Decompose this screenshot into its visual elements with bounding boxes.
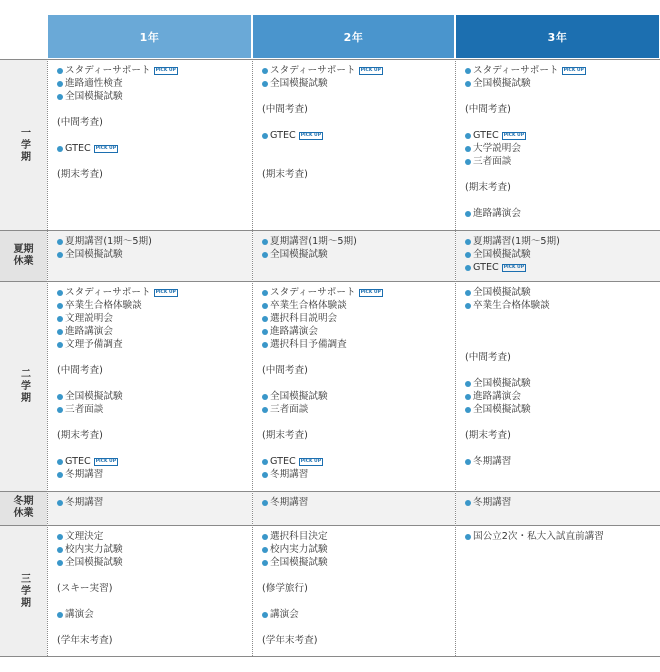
bullet-dot-icon	[262, 394, 268, 400]
schedule-item	[57, 325, 252, 338]
row-divider	[0, 230, 660, 231]
bullet-dot-icon	[262, 316, 268, 322]
pick-up-badge-icon: PICK UP	[360, 67, 381, 73]
row-divider	[0, 59, 660, 60]
term-label-text: 夏期 休業	[13, 243, 34, 267]
schedule-item	[465, 142, 660, 155]
spacer-line	[262, 377, 455, 390]
schedule-item-text: 夏期講習(1期～5期)	[270, 236, 357, 247]
pick-up-badge-icon: PICK UP	[503, 132, 524, 138]
schedule-item-text: 冬期講習	[473, 456, 512, 467]
spacer-line	[465, 338, 660, 351]
spacer-line	[262, 621, 455, 634]
pick-up-badge-icon: PICK UP	[155, 289, 176, 295]
schedule-item	[57, 582, 252, 595]
schedule-item-text: 全国模擬試験	[65, 557, 123, 568]
cell-term-2-year-3	[456, 281, 660, 491]
schedule-item-text: 冬期講習	[270, 497, 309, 508]
bullet-dot-icon	[57, 68, 63, 74]
row-divider	[0, 281, 660, 282]
bullet-dot-icon	[262, 68, 268, 74]
bullet-dot-icon	[57, 472, 63, 478]
spacer-line	[262, 595, 455, 608]
schedule-item	[57, 429, 252, 442]
bullet-dot-icon	[465, 68, 471, 74]
schedule-item-text: 文理説明会	[65, 313, 113, 324]
schedule-item-text: (学年末考査)	[262, 635, 318, 646]
schedule-item	[262, 403, 455, 416]
bullet-dot-icon	[465, 265, 471, 271]
bullet-dot-icon	[465, 211, 471, 217]
schedule-item	[465, 390, 660, 403]
schedule-item-text: 全国模擬試験	[270, 391, 328, 402]
cell-winter-break-year-3	[456, 491, 660, 525]
term-label-term-1	[0, 59, 47, 230]
schedule-item-text: 進路講演会	[473, 391, 521, 402]
schedule-item	[262, 556, 455, 569]
schedule-item-text: 卒業生合格体験談	[65, 300, 142, 311]
schedule-item-text: 全国模擬試験	[473, 378, 531, 389]
schedule-item-text: 全国模擬試験	[473, 287, 531, 298]
bullet-dot-icon	[262, 500, 268, 506]
schedule-item-text: 国公立2次・私大入試直前講習	[473, 531, 604, 542]
spacer-line	[262, 90, 455, 103]
bullet-dot-icon	[465, 500, 471, 506]
schedule-item	[262, 608, 455, 621]
schedule-item-text: 全国模擬試験	[270, 78, 328, 89]
schedule-item-text: 三者面談	[65, 404, 104, 415]
schedule-item-text: GTEC	[270, 130, 296, 141]
schedule-item	[465, 77, 660, 90]
schedule-item	[465, 129, 660, 142]
spacer-line	[57, 416, 252, 429]
schedule-item-text: 校内実力試験	[270, 544, 328, 555]
header-year-2	[253, 15, 454, 58]
bullet-dot-icon	[57, 394, 63, 400]
label-column-divider	[47, 59, 48, 656]
spacer-line	[465, 116, 660, 129]
schedule-item-text: 三者面談	[270, 404, 309, 415]
schedule-item-text: (中間考査)	[465, 352, 511, 363]
cell-term-1-year-2	[253, 59, 455, 230]
cell-term-1-year-3	[456, 59, 660, 230]
schedule-item-text: (中間考査)	[57, 365, 103, 376]
schedule-item-text: 大学説明会	[473, 143, 521, 154]
schedule-item	[262, 455, 455, 468]
schedule-item-text: 全国模擬試験	[270, 557, 328, 568]
schedule-item	[465, 103, 660, 116]
schedule-item	[57, 338, 252, 351]
schedule-item-text: 進路適性検査	[65, 78, 123, 89]
schedule-item-text: (中間考査)	[57, 117, 103, 128]
pick-up-badge-icon: PICK UP	[300, 458, 321, 464]
cell-term-1-year-1	[48, 59, 252, 230]
schedule-item-text: (スキー実習)	[57, 583, 113, 594]
pick-up-badge-icon: PICK UP	[503, 264, 524, 270]
bullet-dot-icon	[262, 81, 268, 87]
spacer-line	[262, 116, 455, 129]
bullet-dot-icon	[57, 290, 63, 296]
schedule-item	[57, 390, 252, 403]
term-label-summer-break	[0, 230, 47, 281]
bullet-dot-icon	[57, 407, 63, 413]
schedule-item	[262, 248, 455, 261]
cell-summer-break-year-1	[48, 230, 252, 281]
schedule-item	[262, 286, 455, 299]
bullet-dot-icon	[262, 547, 268, 553]
schedule-item-text: (学年末考査)	[57, 635, 113, 646]
spacer-line	[465, 90, 660, 103]
schedule-item-text: GTEC	[270, 456, 296, 467]
schedule-item-text: (中間考査)	[465, 104, 511, 115]
schedule-item-text: 講演会	[270, 609, 299, 620]
bullet-dot-icon	[465, 303, 471, 309]
bullet-dot-icon	[262, 472, 268, 478]
schedule-item	[465, 496, 660, 509]
schedule-item-text: スタディーサポート	[270, 287, 356, 298]
schedule-item	[262, 64, 455, 77]
schedule-item	[465, 286, 660, 299]
spacer-line	[262, 416, 455, 429]
bullet-dot-icon	[465, 459, 471, 465]
schedule-item-text: 夏期講習(1期～5期)	[473, 236, 560, 247]
spacer-line	[262, 569, 455, 582]
bullet-dot-icon	[57, 239, 63, 245]
bullet-dot-icon	[57, 316, 63, 322]
schedule-item	[57, 235, 252, 248]
schedule-item-text: 冬期講習	[65, 469, 104, 480]
schedule-item	[465, 429, 660, 442]
schedule-item-text: (期末考査)	[465, 182, 511, 193]
schedule-item	[262, 325, 455, 338]
schedule-item-text: 卒業生合格体験談	[473, 300, 550, 311]
schedule-item	[465, 155, 660, 168]
schedule-item-text: 選択科目決定	[270, 531, 328, 542]
schedule-item	[262, 312, 455, 325]
schedule-item-text: 冬期講習	[270, 469, 309, 480]
schedule-item	[262, 235, 455, 248]
spacer-line	[465, 312, 660, 325]
schedule-item-text: (期末考査)	[465, 430, 511, 441]
bullet-dot-icon	[262, 329, 268, 335]
schedule-item	[262, 543, 455, 556]
row-divider	[0, 491, 660, 492]
cell-winter-break-year-1	[48, 491, 252, 525]
schedule-item	[57, 364, 252, 377]
schedule-item	[57, 77, 252, 90]
schedule-item-text: 文理予備調査	[65, 339, 123, 350]
schedule-item-text: GTEC	[473, 262, 499, 273]
schedule-item	[57, 556, 252, 569]
term-label-term-2	[0, 281, 47, 491]
spacer-line	[465, 442, 660, 455]
schedule-item	[465, 181, 660, 194]
schedule-item-text: 進路講演会	[65, 326, 113, 337]
schedule-item	[57, 403, 252, 416]
schedule-item-text: GTEC	[473, 130, 499, 141]
schedule-item	[262, 390, 455, 403]
cell-term-2-year-2	[253, 281, 455, 491]
schedule-item	[262, 582, 455, 595]
term-label-text: 一学期	[18, 126, 30, 163]
term-label-text: 二学期	[18, 368, 30, 404]
bullet-dot-icon	[57, 94, 63, 100]
schedule-item-text: 全国模擬試験	[473, 249, 531, 260]
bullet-dot-icon	[57, 560, 63, 566]
schedule-item-text: 夏期講習(1期～5期)	[65, 236, 152, 247]
bullet-dot-icon	[465, 290, 471, 296]
spacer-line	[465, 168, 660, 181]
spacer-line	[57, 129, 252, 142]
bullet-dot-icon	[465, 407, 471, 413]
bullet-dot-icon	[57, 81, 63, 87]
spacer-line	[262, 142, 455, 155]
bullet-dot-icon	[262, 407, 268, 413]
spacer-line	[262, 155, 455, 168]
schedule-item	[465, 403, 660, 416]
schedule-item	[57, 286, 252, 299]
schedule-item-text: スタディーサポート	[473, 65, 559, 76]
bullet-dot-icon	[57, 500, 63, 506]
schedule-item-text: 文理決定	[65, 531, 104, 542]
row-divider	[0, 525, 660, 526]
schedule-item-text: 進路講演会	[270, 326, 318, 337]
schedule-item-text: (中間考査)	[262, 104, 308, 115]
term-label-winter-break	[0, 491, 47, 525]
schedule-item	[465, 235, 660, 248]
spacer-line	[465, 194, 660, 207]
spacer-line	[262, 351, 455, 364]
bullet-dot-icon	[262, 303, 268, 309]
schedule-item	[57, 608, 252, 621]
schedule-item-text: スタディーサポート	[65, 65, 151, 76]
bullet-dot-icon	[262, 252, 268, 258]
schedule-item	[465, 261, 660, 274]
cell-term-3-year-2	[253, 525, 455, 656]
schedule-item	[57, 312, 252, 325]
schedule-item-text: スタディーサポート	[270, 65, 356, 76]
spacer-line	[57, 595, 252, 608]
schedule-item	[465, 299, 660, 312]
schedule-item-text: 選択科目予備調査	[270, 339, 347, 350]
schedule-item	[57, 530, 252, 543]
term-label-term-3	[0, 525, 47, 656]
spacer-line	[57, 351, 252, 364]
column-divider	[252, 59, 253, 656]
bullet-dot-icon	[262, 612, 268, 618]
schedule-item	[57, 90, 252, 103]
schedule-item	[57, 168, 252, 181]
schedule-item	[465, 377, 660, 390]
bullet-dot-icon	[57, 329, 63, 335]
schedule-item-text: 全国模擬試験	[270, 249, 328, 260]
schedule-item-text: 選択科目説明会	[270, 313, 338, 324]
schedule-item	[57, 299, 252, 312]
header-year-3-label: 3年	[547, 30, 568, 44]
header-year-2-label: 2年	[343, 30, 364, 44]
schedule-item	[465, 530, 660, 543]
bullet-dot-icon	[262, 239, 268, 245]
bullet-dot-icon	[465, 146, 471, 152]
schedule-item-text: 全国模擬試験	[473, 404, 531, 415]
schedule-item-text: 卒業生合格体験談	[270, 300, 347, 311]
schedule-item	[465, 248, 660, 261]
bullet-dot-icon	[465, 81, 471, 87]
spacer-line	[57, 103, 252, 116]
column-divider	[455, 59, 456, 656]
schedule-item	[262, 168, 455, 181]
schedule-item	[57, 64, 252, 77]
schedule-item	[57, 634, 252, 647]
schedule-item	[57, 543, 252, 556]
spacer-line	[57, 377, 252, 390]
bullet-dot-icon	[465, 239, 471, 245]
schedule-item-text: (修学旅行)	[262, 583, 308, 594]
schedule-item-text: 冬期講習	[473, 497, 512, 508]
spacer-line	[262, 442, 455, 455]
schedule-item	[57, 455, 252, 468]
bullet-dot-icon	[465, 133, 471, 139]
cell-term-3-year-1	[48, 525, 252, 656]
term-label-text: 三学期	[18, 572, 30, 609]
pick-up-badge-icon: PICK UP	[95, 458, 116, 464]
schedule-item-text: GTEC	[65, 456, 91, 467]
spacer-line	[57, 155, 252, 168]
bullet-dot-icon	[57, 252, 63, 258]
schedule-item-text: (期末考査)	[262, 169, 308, 180]
bullet-dot-icon	[57, 459, 63, 465]
schedule-item	[262, 299, 455, 312]
pick-up-badge-icon: PICK UP	[95, 145, 116, 151]
header-year-3	[456, 15, 659, 58]
bullet-dot-icon	[262, 459, 268, 465]
bullet-dot-icon	[465, 394, 471, 400]
bullet-dot-icon	[465, 534, 471, 540]
cell-term-3-year-3	[456, 525, 660, 656]
schedule-item-text: 全国模擬試験	[65, 249, 123, 260]
schedule-item-text: 全国模擬試験	[65, 391, 123, 402]
schedule-item	[57, 248, 252, 261]
schedule-item	[262, 338, 455, 351]
schedule-item	[262, 364, 455, 377]
schedule-item-text: (中間考査)	[262, 365, 308, 376]
term-label-text: 冬期 休業	[13, 496, 34, 519]
bullet-dot-icon	[57, 342, 63, 348]
bullet-dot-icon	[57, 547, 63, 553]
row-divider	[0, 656, 660, 657]
bullet-dot-icon	[57, 146, 63, 152]
bullet-dot-icon	[57, 612, 63, 618]
schedule-item-text: スタディーサポート	[65, 287, 151, 298]
schedule-item	[262, 530, 455, 543]
schedule-item-text: 冬期講習	[65, 497, 104, 508]
spacer-line	[465, 416, 660, 429]
bullet-dot-icon	[262, 290, 268, 296]
schedule-item	[465, 351, 660, 364]
header-year-1-label: 1年	[139, 30, 160, 44]
schedule-item-text: 全国模擬試験	[65, 91, 123, 102]
schedule-item	[262, 496, 455, 509]
schedule-item-text: (期末考査)	[262, 430, 308, 441]
schedule-item	[57, 116, 252, 129]
schedule-item	[262, 634, 455, 647]
bullet-dot-icon	[465, 159, 471, 165]
cell-summer-break-year-3	[456, 230, 660, 281]
pick-up-badge-icon: PICK UP	[563, 67, 584, 73]
schedule-item-text: 全国模擬試験	[473, 78, 531, 89]
spacer-line	[57, 442, 252, 455]
bullet-dot-icon	[465, 252, 471, 258]
schedule-item	[262, 103, 455, 116]
bullet-dot-icon	[262, 534, 268, 540]
schedule-item	[57, 496, 252, 509]
schedule-item-text: 校内実力試験	[65, 544, 123, 555]
schedule-item-text: (期末考査)	[57, 430, 103, 441]
header-year-1	[48, 15, 251, 58]
schedule-item	[465, 207, 660, 220]
schedule-item	[262, 468, 455, 481]
spacer-line	[57, 621, 252, 634]
schedule-item	[262, 129, 455, 142]
pick-up-badge-icon: PICK UP	[300, 132, 321, 138]
schedule-item-text: GTEC	[65, 143, 91, 154]
bullet-dot-icon	[465, 381, 471, 387]
schedule-item	[262, 77, 455, 90]
schedule-item	[262, 429, 455, 442]
bullet-dot-icon	[57, 534, 63, 540]
schedule-item	[57, 468, 252, 481]
spacer-line	[465, 325, 660, 338]
bullet-dot-icon	[262, 133, 268, 139]
schedule-item-text: 講演会	[65, 609, 94, 620]
cell-term-2-year-1	[48, 281, 252, 491]
schedule-item	[465, 455, 660, 468]
schedule-item	[465, 64, 660, 77]
bullet-dot-icon	[262, 560, 268, 566]
schedule-item-text: 進路講演会	[473, 208, 521, 219]
cell-summer-break-year-2	[253, 230, 455, 281]
bullet-dot-icon	[262, 342, 268, 348]
pick-up-badge-icon: PICK UP	[360, 289, 381, 295]
spacer-line	[57, 569, 252, 582]
spacer-line	[465, 364, 660, 377]
schedule-item-text: (期末考査)	[57, 169, 103, 180]
schedule-item-text: 三者面談	[473, 156, 512, 167]
schedule-item	[57, 142, 252, 155]
pick-up-badge-icon: PICK UP	[155, 67, 176, 73]
bullet-dot-icon	[57, 303, 63, 309]
cell-winter-break-year-2	[253, 491, 455, 525]
